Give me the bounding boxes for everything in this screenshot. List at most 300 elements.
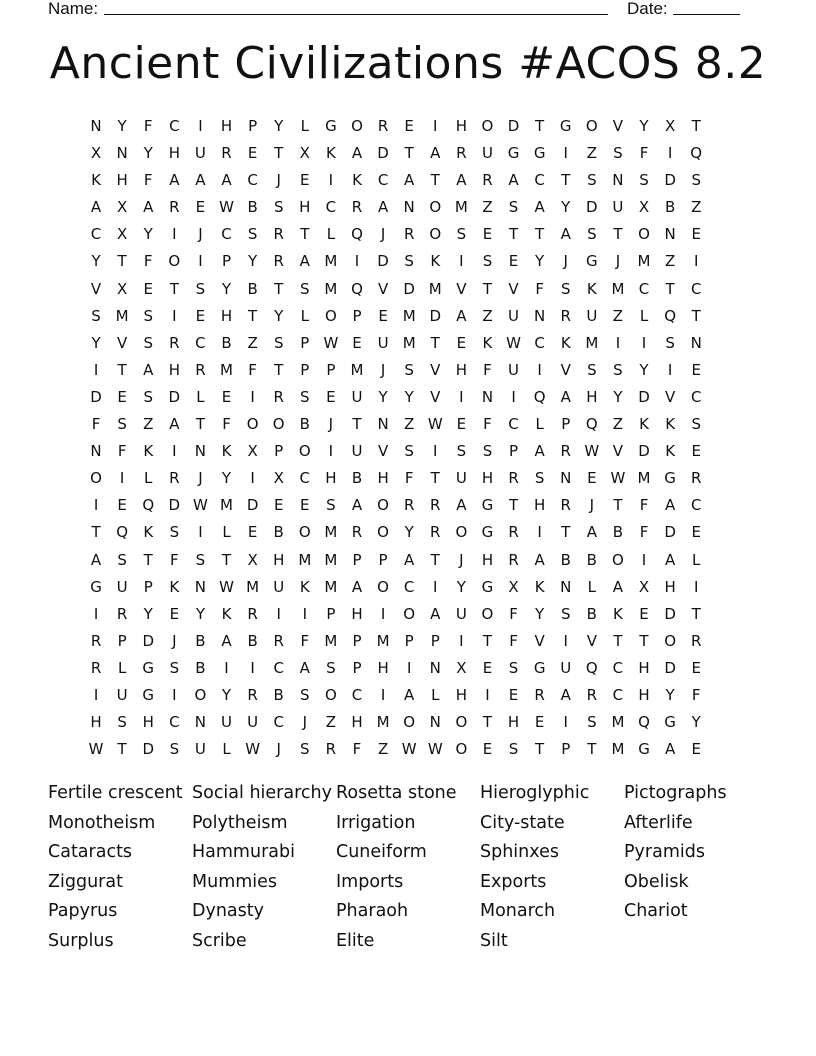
- grid-letter: I: [693, 252, 699, 271]
- grid-letter: Z: [482, 306, 493, 325]
- grid-letter: E: [456, 415, 467, 434]
- header-line: [48, 0, 748, 20]
- grid-letter: D: [429, 306, 442, 325]
- grid-letter: D: [638, 387, 650, 406]
- grid-letter: S: [326, 658, 336, 677]
- grid-letter: A: [430, 144, 441, 163]
- grid-letter: U: [194, 740, 206, 759]
- word-list-item: Papyrus: [48, 901, 118, 922]
- grid-letter: B: [247, 198, 258, 217]
- grid-letter: P: [274, 442, 284, 461]
- grid-letter: A: [664, 496, 676, 515]
- grid-letter: W: [323, 333, 339, 352]
- grid-letter: S: [560, 604, 571, 623]
- grid-letter: M: [324, 577, 338, 596]
- grid-letter: N: [90, 117, 102, 135]
- grid-letter: W: [427, 740, 443, 759]
- grid-letter: R: [403, 225, 415, 244]
- grid-letter: M: [637, 252, 651, 271]
- grid-letter: T: [535, 117, 545, 135]
- grid-letter: E: [273, 496, 284, 515]
- grid-letter: O: [429, 225, 442, 244]
- grid-letter: O: [612, 550, 624, 569]
- grid-letter: E: [508, 685, 519, 704]
- grid-letter: P: [509, 442, 519, 461]
- grid-letter: E: [691, 658, 701, 677]
- grid-letter: P: [143, 577, 153, 596]
- grid-letter: R: [221, 144, 232, 163]
- grid-letter: H: [481, 469, 494, 488]
- grid-letter: Z: [586, 144, 597, 163]
- grid-letter: E: [300, 496, 310, 515]
- grid-letter: T: [587, 740, 597, 759]
- grid-letter: F: [300, 631, 310, 650]
- grid-letter: A: [456, 171, 467, 190]
- grid-letter: C: [299, 469, 311, 488]
- grid-letter: T: [430, 469, 440, 488]
- grid-letter: S: [404, 360, 414, 379]
- grid-letter: Y: [404, 387, 414, 406]
- grid-letter: F: [404, 469, 414, 488]
- word-list-item: Elite: [336, 930, 375, 951]
- grid-letter: F: [143, 117, 153, 135]
- grid-letter: R: [534, 685, 545, 704]
- grid-letter: M: [324, 550, 338, 569]
- grid-letter: E: [117, 387, 127, 406]
- grid-letter: I: [563, 631, 568, 650]
- grid-letter: H: [351, 713, 363, 732]
- grid-letter: Y: [535, 252, 545, 271]
- grid-letter: S: [117, 713, 127, 732]
- grid-letter: O: [377, 577, 389, 596]
- grid-letter: H: [638, 685, 650, 704]
- grid-letter: S: [587, 360, 597, 379]
- grid-letter: D: [664, 658, 676, 677]
- grid-letter: S: [691, 415, 701, 434]
- grid-letter: R: [351, 198, 363, 217]
- grid-letter: J: [198, 225, 203, 244]
- grid-letter: K: [482, 333, 493, 352]
- grid-letter: E: [117, 496, 127, 515]
- grid-letter: K: [352, 171, 362, 190]
- grid-letter: G: [559, 117, 572, 135]
- grid-letter: I: [459, 252, 464, 271]
- grid-letter: Q: [664, 306, 677, 325]
- grid-letter: Y: [221, 685, 232, 704]
- grid-letter: M: [611, 740, 625, 759]
- grid-letter: W: [219, 198, 234, 217]
- grid-letter: V: [508, 279, 519, 298]
- grid-letter: H: [142, 713, 154, 732]
- grid-letter: S: [482, 442, 493, 461]
- grid-letter: B: [273, 685, 284, 704]
- word-list-item: Monarch: [480, 901, 556, 922]
- grid-letter: F: [222, 415, 231, 434]
- grid-letter: A: [404, 550, 415, 569]
- grid-letter: D: [142, 740, 155, 759]
- grid-letter: X: [247, 550, 258, 569]
- grid-letter: A: [299, 252, 310, 271]
- grid-letter: T: [639, 631, 649, 650]
- grid-letter: R: [273, 252, 284, 271]
- grid-letter: O: [90, 469, 102, 488]
- grid-letter: M: [220, 360, 233, 379]
- grid-letter: D: [90, 387, 102, 406]
- grid-letter: Z: [612, 415, 624, 434]
- grid-letter: M: [454, 198, 468, 217]
- grid-letter: O: [194, 685, 207, 704]
- grid-letter: S: [300, 387, 310, 406]
- grid-letter: S: [247, 225, 258, 244]
- grid-letter: O: [638, 225, 650, 244]
- grid-letter: L: [222, 523, 231, 542]
- grid-letter: Y: [613, 387, 623, 406]
- grid-letter: J: [276, 171, 281, 190]
- grid-letter: I: [667, 144, 673, 163]
- grid-letter: C: [638, 279, 650, 298]
- grid-letter: Y: [274, 306, 284, 325]
- grid-letter: F: [639, 523, 649, 542]
- grid-letter: U: [508, 360, 520, 379]
- grid-letter: W: [610, 469, 626, 488]
- grid-letter: Z: [691, 198, 702, 217]
- grid-letter: U: [508, 306, 520, 325]
- grid-letter: T: [482, 631, 493, 650]
- grid-letter: O: [298, 442, 311, 461]
- grid-letter: C: [169, 117, 180, 135]
- grid-letter: W: [219, 577, 234, 596]
- grid-letter: I: [93, 496, 99, 515]
- grid-letter: T: [691, 604, 701, 623]
- word-list-item: Obelisk: [624, 871, 689, 892]
- grid-letter: I: [172, 685, 177, 704]
- grid-letter: T: [195, 415, 205, 434]
- grid-letter: R: [169, 333, 180, 352]
- grid-letter: X: [273, 469, 284, 488]
- grid-letter: H: [455, 117, 467, 135]
- grid-letter: N: [481, 387, 494, 406]
- grid-letter: R: [273, 387, 284, 406]
- grid-letter: A: [195, 171, 206, 190]
- grid-letter: D: [168, 387, 181, 406]
- grid-letter: U: [221, 713, 232, 732]
- grid-letter: Y: [561, 198, 571, 217]
- grid-letter: O: [246, 415, 259, 434]
- grid-letter: O: [351, 117, 363, 135]
- grid-letter: R: [456, 144, 467, 163]
- grid-letter: A: [404, 171, 415, 190]
- grid-letter: P: [248, 117, 258, 135]
- grid-letter: F: [143, 171, 153, 190]
- grid-letter: N: [194, 577, 207, 596]
- grid-letter: J: [615, 252, 621, 271]
- grid-letter: P: [300, 360, 310, 379]
- grid-letter: O: [481, 117, 494, 135]
- grid-letter: J: [302, 713, 308, 732]
- grid-letter: C: [612, 658, 624, 677]
- grid-letter: V: [612, 442, 624, 461]
- grid-letter: B: [664, 198, 676, 217]
- grid-letter: U: [351, 387, 363, 406]
- grid-letter: Y: [117, 117, 127, 135]
- grid-letter: S: [665, 333, 675, 352]
- grid-letter: G: [533, 144, 546, 163]
- grid-letter: T: [430, 333, 440, 352]
- grid-letter: B: [299, 415, 310, 434]
- grid-letter: N: [560, 577, 572, 596]
- date-label: Date:: [627, 0, 668, 18]
- grid-letter: E: [482, 225, 493, 244]
- grid-letter: I: [433, 442, 438, 461]
- grid-letter: S: [143, 333, 153, 352]
- grid-letter: S: [482, 252, 493, 271]
- grid-letter: H: [90, 713, 102, 732]
- grid-letter: O: [481, 604, 494, 623]
- grid-letter: I: [198, 117, 203, 135]
- grid-letter: T: [91, 523, 101, 542]
- grid-letter: E: [482, 658, 493, 677]
- word-list-item: Hieroglyphic: [480, 783, 590, 803]
- grid-letter: H: [220, 117, 233, 135]
- grid-letter: S: [508, 740, 519, 759]
- grid-letter: P: [221, 252, 232, 271]
- grid-letter: H: [351, 604, 363, 623]
- grid-letter: T: [221, 550, 232, 569]
- grid-letter: N: [429, 713, 441, 732]
- grid-letter: Y: [221, 469, 232, 488]
- grid-letter: I: [511, 387, 516, 406]
- grid-letter: A: [377, 198, 389, 217]
- grid-letter: N: [690, 333, 702, 352]
- grid-letter: M: [350, 360, 364, 379]
- grid-letter: U: [612, 198, 624, 217]
- grid-letter: E: [691, 225, 701, 244]
- grid-letter: S: [326, 496, 336, 515]
- grid-letter: S: [560, 279, 571, 298]
- grid-letter: M: [402, 333, 416, 352]
- grid-letter: C: [534, 333, 545, 352]
- grid-letter: T: [613, 631, 623, 650]
- grid-letter: P: [561, 415, 571, 434]
- grid-letter: H: [168, 360, 180, 379]
- grid-letter: L: [300, 306, 309, 325]
- grid-letter: N: [377, 415, 389, 434]
- grid-letter: C: [195, 333, 206, 352]
- grid-letter: M: [246, 577, 260, 596]
- grid-letter: I: [641, 333, 647, 352]
- grid-letter: J: [380, 360, 386, 379]
- grid-letter: L: [326, 225, 336, 244]
- grid-letter: S: [508, 658, 519, 677]
- grid-letter: T: [691, 117, 701, 135]
- grid-letter: D: [168, 496, 181, 515]
- grid-letter: O: [664, 631, 677, 650]
- grid-letter: E: [326, 387, 336, 406]
- grid-letter: Y: [195, 604, 205, 623]
- grid-letter: I: [172, 306, 177, 325]
- grid-letter: G: [533, 658, 546, 677]
- grid-letter: K: [613, 604, 623, 623]
- grid-letter: U: [455, 604, 467, 623]
- grid-letter: T: [117, 360, 127, 379]
- grid-letter: Y: [378, 387, 388, 406]
- grid-letter: S: [117, 550, 127, 569]
- grid-letter: E: [195, 198, 206, 217]
- grid-letter: V: [612, 117, 624, 135]
- grid-letter: A: [560, 685, 571, 704]
- grid-letter: S: [273, 198, 284, 217]
- grid-letter: F: [117, 442, 127, 461]
- grid-letter: K: [91, 171, 101, 190]
- grid-letter: C: [508, 415, 519, 434]
- grid-letter: I: [224, 658, 229, 677]
- grid-letter: C: [273, 658, 284, 677]
- grid-letter: C: [690, 387, 702, 406]
- grid-letter: V: [586, 631, 597, 650]
- grid-letter: U: [116, 685, 128, 704]
- grid-letter: D: [664, 171, 676, 190]
- grid-letter: R: [273, 631, 284, 650]
- grid-letter: W: [427, 415, 443, 434]
- grid-letter: R: [273, 225, 284, 244]
- grid-letter: R: [116, 604, 128, 623]
- grid-letter: R: [325, 740, 337, 759]
- grid-letter: B: [195, 631, 206, 650]
- grid-letter: E: [378, 306, 388, 325]
- grid-letter: J: [380, 225, 386, 244]
- grid-letter: O: [455, 740, 468, 759]
- grid-letter: A: [612, 577, 624, 596]
- word-list-item: Cuneiform: [336, 842, 427, 863]
- grid-letter: X: [117, 198, 128, 217]
- grid-letter: Z: [143, 415, 154, 434]
- grid-letter: O: [324, 306, 337, 325]
- grid-letter: R: [560, 496, 571, 515]
- grid-letter: I: [198, 523, 203, 542]
- grid-letter: M: [220, 496, 233, 515]
- grid-letter: S: [91, 306, 101, 325]
- grid-letter: X: [638, 198, 650, 217]
- grid-letter: F: [639, 496, 649, 515]
- grid-letter: G: [481, 496, 494, 515]
- grid-letter: Z: [377, 740, 389, 759]
- grid-letter: T: [169, 279, 179, 298]
- grid-letter: S: [300, 740, 310, 759]
- grid-letter: A: [169, 171, 180, 190]
- grid-letter: I: [328, 442, 334, 461]
- grid-letter: W: [193, 496, 208, 515]
- grid-letter: T: [535, 740, 545, 759]
- word-list-item: Scribe: [192, 930, 247, 951]
- grid-letter: T: [665, 279, 675, 298]
- grid-letter: C: [690, 496, 702, 515]
- word-list-item: Hammurabi: [192, 842, 295, 863]
- grid-letter: E: [169, 604, 180, 623]
- grid-letter: Y: [665, 685, 675, 704]
- grid-letter: H: [507, 713, 520, 732]
- grid-letter: R: [508, 523, 519, 542]
- grid-letter: I: [615, 333, 621, 352]
- grid-letter: J: [172, 631, 177, 650]
- grid-letter: S: [613, 144, 623, 163]
- grid-letter: I: [302, 604, 308, 623]
- grid-letter: H: [168, 144, 180, 163]
- grid-letter: E: [456, 333, 467, 352]
- word-list-item: Afterlife: [624, 812, 693, 833]
- grid-letter: K: [430, 252, 441, 271]
- grid-letter: H: [534, 496, 546, 515]
- grid-letter: M: [611, 279, 625, 298]
- grid-letter: O: [455, 523, 468, 542]
- grid-letter: V: [534, 631, 545, 650]
- grid-letter: A: [664, 740, 676, 759]
- grid-letter: L: [431, 685, 440, 704]
- grid-letter: P: [430, 631, 440, 650]
- grid-letter: N: [194, 713, 207, 732]
- word-list-item: Monotheism: [48, 812, 156, 833]
- grid-letter: Y: [535, 604, 545, 623]
- grid-letter: K: [534, 577, 545, 596]
- grid-letter: S: [169, 740, 180, 759]
- grid-letter: A: [221, 631, 232, 650]
- grid-letter: G: [638, 740, 650, 759]
- grid-letter: Y: [143, 604, 153, 623]
- grid-letter: P: [326, 360, 336, 379]
- grid-letter: I: [433, 577, 438, 596]
- word-list-item: Imports: [336, 871, 404, 892]
- grid-letter: Y: [639, 117, 649, 135]
- grid-letter: S: [195, 279, 206, 298]
- grid-letter: E: [482, 740, 493, 759]
- word-list: [48, 779, 768, 957]
- grid-letter: V: [377, 442, 389, 461]
- grid-letter: J: [198, 469, 203, 488]
- grid-letter: H: [220, 306, 233, 325]
- grid-letter: I: [172, 442, 177, 461]
- grid-letter: E: [691, 740, 701, 759]
- grid-letter: M: [115, 306, 129, 325]
- grid-letter: F: [352, 740, 362, 759]
- grid-letter: A: [351, 577, 363, 596]
- grid-letter: P: [378, 550, 388, 569]
- grid-letter: T: [248, 306, 258, 325]
- grid-letter: T: [274, 360, 284, 379]
- grid-letter: U: [560, 658, 572, 677]
- grid-letter: D: [403, 279, 415, 298]
- grid-letter: V: [430, 360, 441, 379]
- grid-letter: T: [300, 225, 310, 244]
- grid-letter: T: [482, 279, 493, 298]
- word-list-item: Surplus: [48, 930, 114, 951]
- grid-letter: E: [221, 387, 232, 406]
- word-list-item: Pharaoh: [336, 901, 409, 922]
- grid-letter: G: [142, 685, 155, 704]
- grid-letter: B: [586, 550, 597, 569]
- grid-letter: D: [664, 523, 676, 542]
- grid-letter: H: [299, 198, 311, 217]
- grid-letter: G: [481, 523, 494, 542]
- grid-letter: E: [587, 469, 597, 488]
- grid-letter: R: [508, 469, 519, 488]
- grid-letter: L: [222, 740, 231, 759]
- grid-letter: Y: [221, 279, 232, 298]
- grid-letter: T: [691, 306, 701, 325]
- grid-letter: K: [665, 415, 676, 434]
- grid-letter: S: [195, 550, 206, 569]
- grid-letter: C: [247, 171, 258, 190]
- grid-letter: V: [456, 279, 467, 298]
- grid-letter: B: [195, 658, 206, 677]
